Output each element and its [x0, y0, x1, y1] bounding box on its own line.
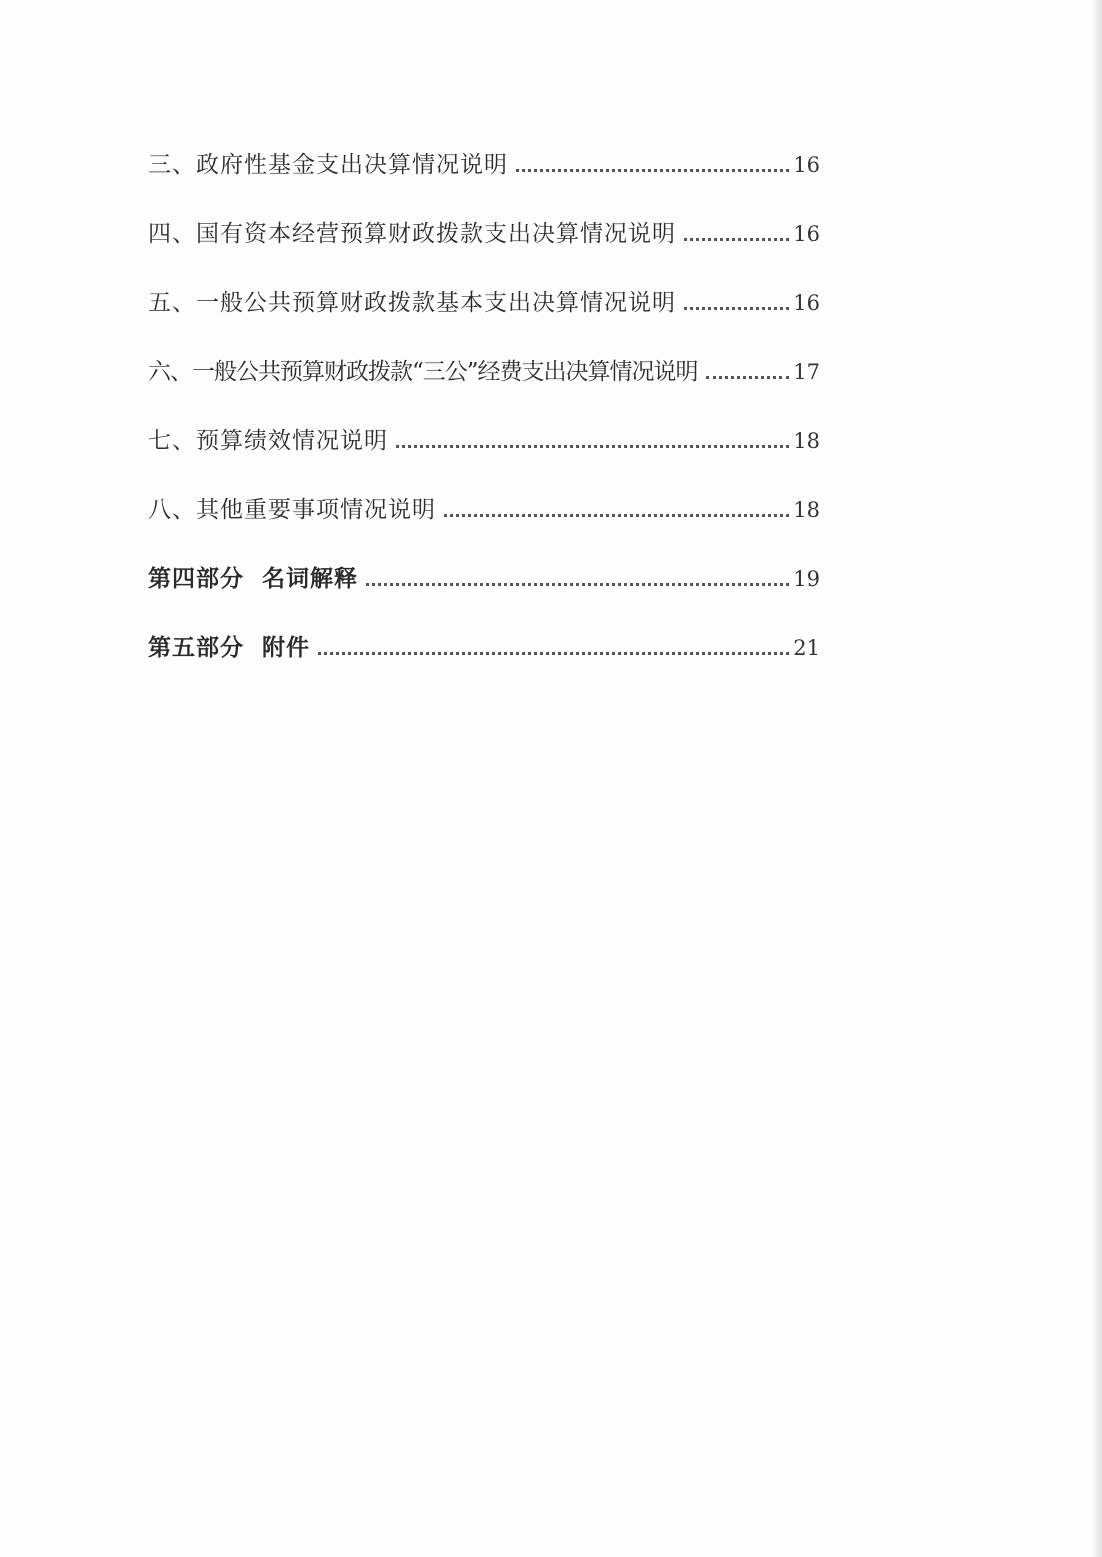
toc-entry-section-5: [148, 284, 820, 353]
toc-entry-title: 六、一般公共预算财政拨款“三公”经费支出决算情况说明: [148, 359, 698, 385]
toc-entry-title: 四、国有资本经营预算财政拨款支出决算情况说明: [148, 221, 676, 247]
toc-entry-section-3: [148, 146, 820, 215]
toc-entry-page-number: 18: [793, 498, 820, 522]
toc-entry-title: 第四部分 名词解释: [148, 566, 359, 592]
toc-entry-page-number: 16: [793, 222, 820, 246]
toc-entry-title: 第五部分 附件: [148, 635, 311, 661]
dot-leader: [444, 514, 789, 517]
dot-leader: [366, 583, 789, 586]
dot-leader: [396, 445, 789, 448]
toc-entry-page-number: 21: [793, 636, 820, 660]
toc-entry-section-4: [148, 215, 820, 284]
dot-leader: [706, 376, 790, 379]
dot-leader: [516, 169, 789, 172]
toc-entry-page-number: 17: [793, 360, 820, 384]
toc-entry-page-number: 18: [793, 429, 820, 453]
toc-entry-page-number: 16: [793, 153, 820, 177]
page-edge-shadow: [1090, 0, 1102, 1557]
toc-entry-section-6: [148, 353, 820, 422]
toc-entry-page-number: 19: [793, 567, 820, 591]
toc-entry-title: 三、政府性基金支出决算情况说明: [148, 152, 508, 178]
dot-leader: [318, 652, 789, 655]
toc-entry-section-7: [148, 422, 820, 491]
toc-entry-title: 八、其他重要事项情况说明: [148, 497, 436, 523]
toc-entry-section-8: [148, 491, 820, 560]
toc-entry-page-number: 16: [793, 291, 820, 315]
toc-entry-title: 七、预算绩效情况说明: [148, 428, 388, 454]
dot-leader: [684, 238, 789, 241]
table-of-contents: [148, 146, 820, 698]
toc-entry-part-5: [148, 629, 820, 698]
toc-entry-part-4: [148, 560, 820, 629]
dot-leader: [684, 307, 789, 310]
toc-entry-title: 五、一般公共预算财政拨款基本支出决算情况说明: [148, 290, 676, 316]
